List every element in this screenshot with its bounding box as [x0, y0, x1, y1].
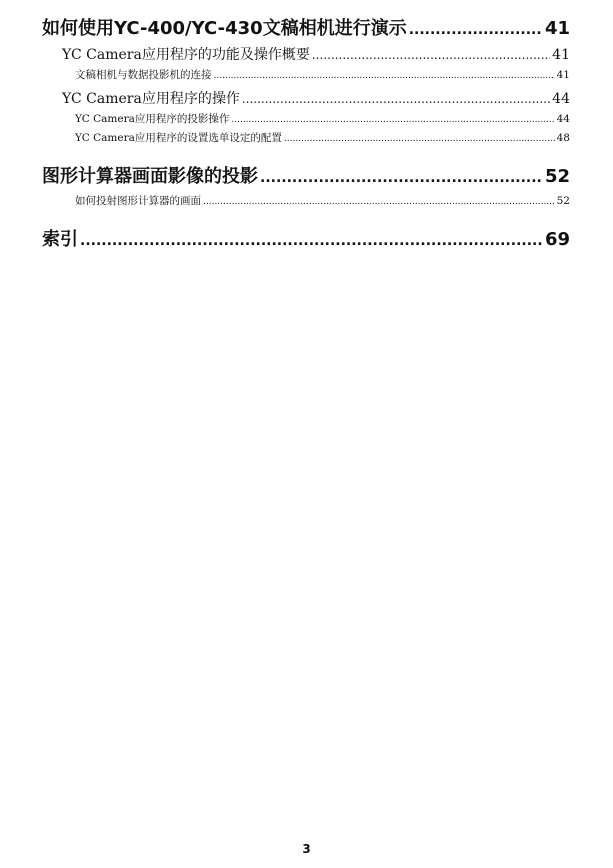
toc-subsection-title: YC Camera应用程序的功能及操作概要 — [62, 47, 310, 63]
toc-subsection-entry[interactable] — [42, 44, 570, 66]
dot-leader — [260, 163, 543, 193]
toc-section-entry[interactable] — [42, 162, 570, 192]
dot-leader — [312, 44, 550, 66]
toc-section-title: 如何使用YC-400/YC-430文稿相机进行演示 — [42, 18, 407, 39]
toc-section-title: 图形计算器画面影像的投影 — [42, 166, 258, 187]
dot-leader — [409, 15, 543, 45]
dot-leader — [242, 88, 550, 110]
toc-page-number: 41 — [544, 18, 570, 39]
toc-section-title: 索引 — [42, 229, 78, 250]
toc-page-number: 44 — [556, 113, 570, 125]
toc-item-entry[interactable] — [42, 66, 570, 85]
toc-page-number: 44 — [552, 91, 570, 107]
dot-leader — [203, 193, 555, 212]
toc-item-title: YC Camera应用程序的投影操作 — [75, 113, 230, 125]
toc-item-entry[interactable] — [42, 129, 570, 148]
toc-page-number: 69 — [544, 229, 570, 250]
dot-leader — [80, 226, 543, 256]
toc-page-number: 52 — [556, 195, 570, 207]
toc-item-entry[interactable] — [42, 192, 570, 211]
toc-page-number: 41 — [556, 69, 570, 81]
toc-subsection-title: YC Camera应用程序的操作 — [62, 91, 240, 107]
toc-section-entry[interactable] — [42, 14, 570, 44]
toc-item-title: YC Camera应用程序的设置选单设定的配置 — [75, 132, 282, 144]
toc-page-number: 48 — [556, 132, 570, 144]
toc-subsection-entry[interactable] — [42, 88, 570, 110]
dot-leader — [231, 111, 554, 130]
toc-page-number: 52 — [544, 166, 570, 187]
toc-item-title: 如何投射图形计算器的画面 — [75, 195, 201, 207]
footer-page-number: 3 — [302, 842, 311, 856]
table-of-contents — [42, 14, 570, 255]
dot-leader — [214, 67, 555, 86]
dot-leader — [284, 130, 555, 149]
toc-page-number: 41 — [552, 47, 570, 63]
toc-section-entry[interactable] — [42, 225, 570, 255]
toc-item-entry[interactable] — [42, 110, 570, 129]
toc-item-title: 文稿相机与数据投影机的连接 — [75, 69, 212, 81]
